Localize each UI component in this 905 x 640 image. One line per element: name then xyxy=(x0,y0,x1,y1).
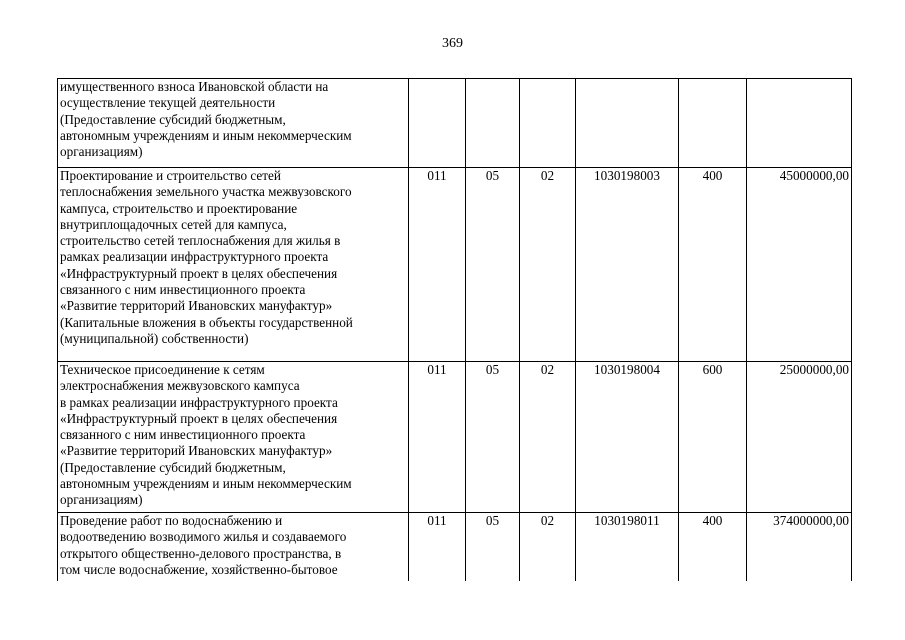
description-line: (Предоставление субсидий бюджетным, xyxy=(60,111,286,127)
description-line: осуществление текущей деятельности xyxy=(60,95,276,111)
description-line: кампуса, строительство и проектирование xyxy=(60,200,298,216)
description-line: организациям) xyxy=(60,144,143,160)
row-description xyxy=(58,362,409,513)
ministry-code: 011 xyxy=(409,362,466,513)
description-line: «Развитие территорий Ивановских мануфактур» xyxy=(60,298,333,314)
description-line: Техническое присоединение к сетям xyxy=(60,362,265,377)
ministry-code: 011 xyxy=(409,168,466,362)
description-line: имущественного взноса Ивановской области на xyxy=(60,79,329,94)
description-line: (Капитальные вложения в объекты государственной xyxy=(60,314,353,330)
target-article-code: 1030198003 xyxy=(576,168,679,362)
amount-value: 45000000,00 xyxy=(747,168,852,362)
description-line: внутриплощадочных сетей для кампуса, xyxy=(60,216,287,232)
description-line: «Развитие территорий Ивановских мануфактур» xyxy=(60,443,333,459)
subsection-code: 02 xyxy=(520,513,576,593)
description-line: связанного с ним инвестиционного проекта xyxy=(60,282,306,298)
budget-table-body xyxy=(58,79,852,593)
expense-type-code: 600 xyxy=(679,362,747,513)
amount-value: 374000000,00 xyxy=(747,513,852,593)
section-code: 05 xyxy=(466,362,520,513)
page-bottom-margin xyxy=(0,581,905,640)
description-line: Проектирование и строительство сетей xyxy=(60,168,281,183)
description-line: электроснабжения межвузовского кампуса xyxy=(60,378,300,394)
ministry-code: 011 xyxy=(409,513,466,593)
description-line: рамках реализации инфраструктурного проекта xyxy=(60,249,329,265)
page-number: 369 xyxy=(442,36,463,51)
description-line: связанного с ним инвестиционного проекта xyxy=(60,427,306,443)
section-code: 05 xyxy=(466,168,520,362)
description-line: теплоснабжения земельного участка межвузовского xyxy=(60,184,352,200)
amount-value: 25000000,00 xyxy=(747,362,852,513)
description-line: организациям) xyxy=(60,492,143,508)
description-line: (муниципальной) собственности) xyxy=(60,330,249,346)
table-row xyxy=(58,168,852,362)
target-article-code xyxy=(576,79,679,168)
subsection-code: 02 xyxy=(520,168,576,362)
description-line: Проведение работ по водоснабжению и xyxy=(60,513,283,528)
target-article-code: 1030198011 xyxy=(576,513,679,593)
description-line: в рамках реализации инфраструктурного проекта xyxy=(60,394,338,410)
expense-type-code: 400 xyxy=(679,513,747,593)
ministry-code xyxy=(409,79,466,168)
description-line: «Инфраструктурный проект в целях обеспечения xyxy=(60,265,338,281)
row-description xyxy=(58,79,409,168)
table-row xyxy=(58,362,852,513)
description-line: (Предоставление субсидий бюджетным, xyxy=(60,459,286,475)
target-article-code: 1030198004 xyxy=(576,362,679,513)
expense-type-code: 400 xyxy=(679,168,747,362)
subsection-code xyxy=(520,79,576,168)
amount-value xyxy=(747,79,852,168)
description-line: строительство сетей теплоснабжения для жилья в xyxy=(60,233,341,249)
description-line: автономным учреждениям и иным некоммерческим xyxy=(60,476,352,492)
description-line: автономным учреждениям и иным некоммерческим xyxy=(60,127,352,143)
table-row xyxy=(58,79,852,168)
description-line: открытого общественно-делового пространства, в xyxy=(60,545,342,561)
description-line: водоотведению возводимого жилья и создаваемого xyxy=(60,529,347,545)
section-code: 05 xyxy=(466,513,520,593)
expense-type-code xyxy=(679,79,747,168)
description-line: том числе водоснабжение, хозяйственно-бытовое xyxy=(60,561,338,577)
description-line: «Инфраструктурный проект в целях обеспечения xyxy=(60,410,338,426)
row-description xyxy=(58,168,409,362)
subsection-code: 02 xyxy=(520,362,576,513)
budget-table xyxy=(57,78,852,593)
section-code xyxy=(466,79,520,168)
